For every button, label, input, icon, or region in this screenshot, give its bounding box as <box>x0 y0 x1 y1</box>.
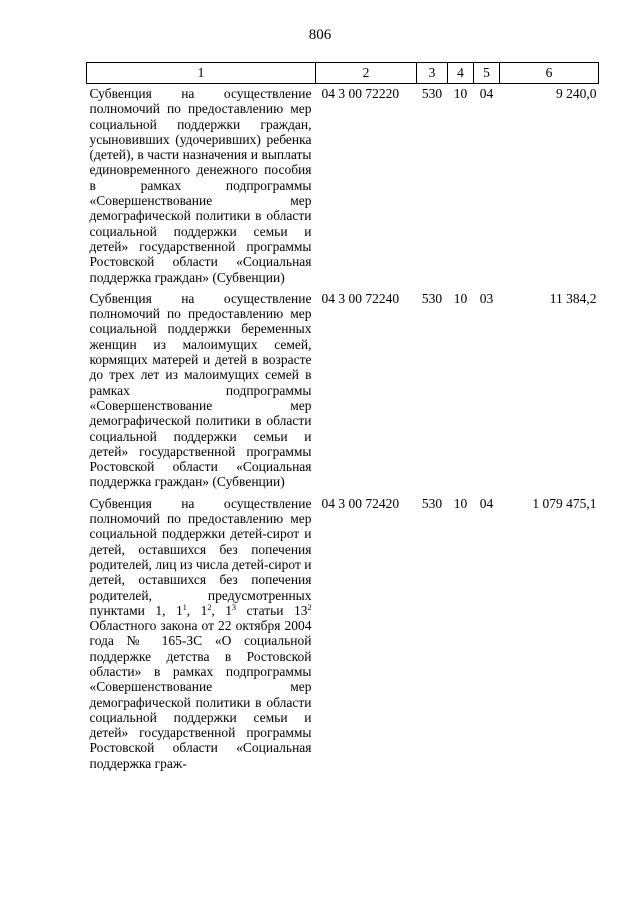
row-col5: 03 <box>479 290 494 306</box>
table-row <box>87 494 599 775</box>
superscript: 3 <box>232 602 237 612</box>
superscript: 2 <box>307 602 312 612</box>
desc-text: Областного закона от 22 октября 2004 года № 165-ЗС «О социальной поддержке детства в Ростовской области» в рамках подпрограммы «Совершенствование мер демографической политики в области социальной поддержки семьи и детей» государственной программы Ростовской области «Социальная поддержка граж- <box>89 618 312 771</box>
row-amount: 9 240,0 <box>556 86 597 101</box>
superscript: 1 <box>182 602 187 612</box>
col-header-5: 5 <box>474 63 500 84</box>
row-col3: 530 <box>421 290 443 306</box>
row-description <box>87 494 316 775</box>
row-col5: 04 <box>479 86 494 101</box>
table-row <box>87 84 599 289</box>
row-col4: 10 <box>453 86 468 101</box>
col-header-6: 6 <box>500 63 599 84</box>
col-header-4: 4 <box>448 63 474 84</box>
row-code: 04 3 00 72220 <box>321 86 400 101</box>
header-row <box>87 63 599 84</box>
col-header-3: 3 <box>417 63 448 84</box>
page-number: 806 <box>308 27 332 43</box>
col-header-2: 2 <box>316 63 417 84</box>
superscript: 2 <box>207 602 212 612</box>
row-code: 04 3 00 72240 <box>321 290 400 306</box>
row-amount: 11 384,2 <box>549 290 597 306</box>
row-col5: 04 <box>479 495 494 511</box>
desc-text: Субвенция на осуществление полномочий по предоставлению мер социальной поддержки детей-сирот и детей, оставшихся без попечения родителей, лиц из числа детей-сирот и детей, оставшихся без попечения родителей, предусмотренных пунктами 1, 1 <box>89 495 312 618</box>
row-col4: 10 <box>453 495 468 511</box>
row-code: 04 3 00 72420 <box>321 495 400 511</box>
desc-text: , 1 <box>211 602 233 618</box>
desc-text: статьи 13 <box>236 602 308 618</box>
row-col3: 530 <box>421 86 443 101</box>
table-row <box>87 289 599 494</box>
col-header-1: 1 <box>87 63 316 84</box>
row-description: Субвенция на осуществление полномочий по предоставлению мер социальной поддержки беременных женщин из малоимущих семей, кормящих матерей и детей в возрасте до трех лет из малоимущих семей в рамках подпрограммы «Совершенствование мер демографической политики в области социальной поддержки семьи и детей» государственной программы Ростовской области «Социальная поддержка граждан» (Субвенции) <box>89 290 312 490</box>
row-col4: 10 <box>453 290 468 306</box>
row-amount: 1 079 475,1 <box>532 495 597 511</box>
desc-text: , 1 <box>186 602 208 618</box>
budget-table <box>86 62 599 775</box>
row-description: Субвенция на осуществление полномочий по предоставлению мер социальной поддержки граждан, усыновивших (удочеривших) ребенка (детей), в части назначения и выплаты единовременного денежного пособия в рамках подпрограммы «Совершенствование мер демографической политики в области социальной поддержки семьи и детей» государственной программы Ростовской области «Социальная поддержка граждан» (Субвенции) <box>89 86 312 285</box>
row-col3: 530 <box>421 495 443 511</box>
